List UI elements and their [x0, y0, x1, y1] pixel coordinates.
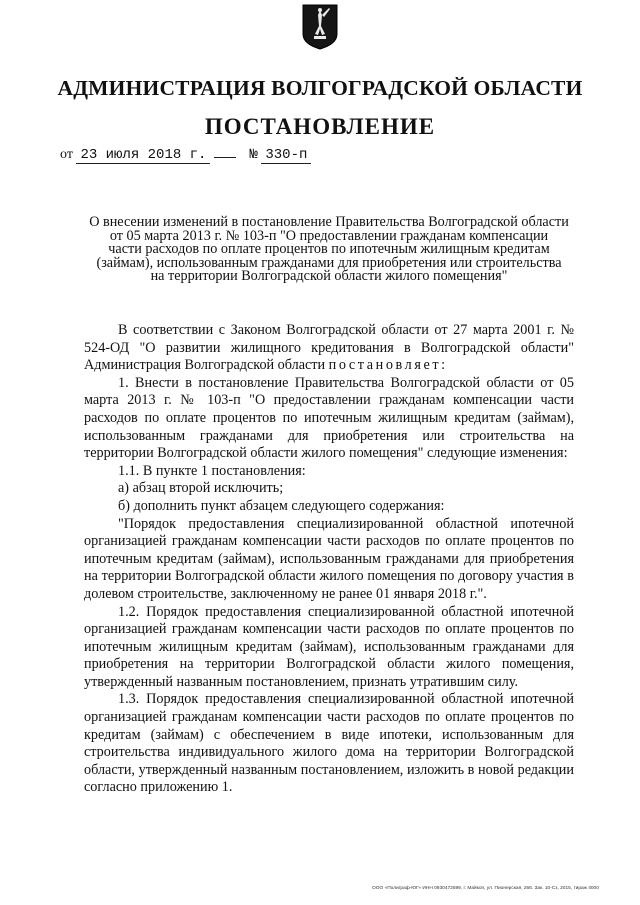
document-body: [84, 322, 574, 797]
subject-line: на территории Волгоградской области жилого помещения": [150, 268, 508, 285]
document-type: ПОСТАНОВЛЕНИЕ: [204, 114, 436, 139]
from-label: от: [60, 147, 73, 162]
subject-line: О внесении изменений в постановление Правительства Волгоградской области: [89, 214, 569, 230]
document-date: 23 июля 2018 г.: [76, 148, 210, 164]
number-label: №: [249, 147, 258, 163]
item-1-1-b-quote: "Порядок предоставления специализированной областной ипотечной организацией гражданам компенсации части расходов по оплате процентов по ипотечным кредитам (займам), использованным гражданами для приобретения на территории Волгоградской области жилого помещения по договору участия в долевом строительстве, заключенному не ранее 01 января 2018 г.".: [84, 515, 574, 602]
item-1-2: 1.2. Порядок предоставления специализированной областной ипотечной организацией гражданам компенсации части расходов по оплате процентов по ипотечным жилищным кредитам (займам), использованным гражданами для приобретения на территории Волгоградской области жилого помещения, утвержденный названным постановлением, признать утратившим силу.: [84, 603, 574, 690]
preamble-paragraph: [84, 322, 574, 375]
item-1-1-a: а) абзац второй исключить;: [118, 480, 284, 497]
organization-title: АДМИНИСТРАЦИЯ ВОЛГОГРАДСКОЙ ОБЛАСТИ: [57, 76, 583, 100]
item-1-1-b: б) дополнить пункт абзацем следующего содержания:: [118, 497, 445, 514]
preamble-text: В соответствии с Законом Волгоградской области от 27 марта 2001 г. № 524-ОД "О развитии жилищного кредитования в Волгоградской области" Администрация Волгоградской области: [84, 322, 574, 374]
printer-imprint: ООО «Полиграф-ЮГ» ИНН 0930472599, г. Майкоп, ул. Пионерская, 266. Зак. 10-Сз, 2015, тираж 4000: [372, 886, 599, 891]
item-1-3: 1.3. Порядок предоставления специализированной областной ипотечной организацией гражданам компенсации части расходов по оплате процентов по кредитам (займам) с обеспечением в виде ипотеки, использованным для строительства индивидуального жилого дома на территории Волгоградской области, утвержденный названным постановлением, изложить в новой редакции согласно приложению 1.: [84, 691, 574, 796]
item-1: 1. Внести в постановление Правительства Волгоградской области от 05 марта 2013 г. № 103-п "О предоставлении гражданам компенсации части расходов по оплате процентов по ипотечным жилищным кредитам (займам), использованным гражданами для приобретения или строительства на территории Волгоградской области жилого помещения" следующие изменения:: [84, 374, 574, 462]
subject-line: (займам), использованным гражданами для приобретения или строительства: [96, 254, 562, 271]
item-1-1: 1.1. В пункте 1 постановления:: [118, 462, 306, 479]
subject-line: части расходов по оплате процентов по ипотечным жилищным кредитам: [108, 241, 550, 258]
document-number: 330-п: [261, 148, 311, 164]
coat-of-arms-emblem: [302, 4, 338, 50]
subject-line: от 05 марта 2013 г. № 103-п "О предоставлении гражданам компенсации: [109, 227, 549, 244]
date-number-line: [60, 147, 311, 164]
decree-word: постановляет:: [328, 357, 448, 374]
document-subject: [82, 216, 576, 284]
